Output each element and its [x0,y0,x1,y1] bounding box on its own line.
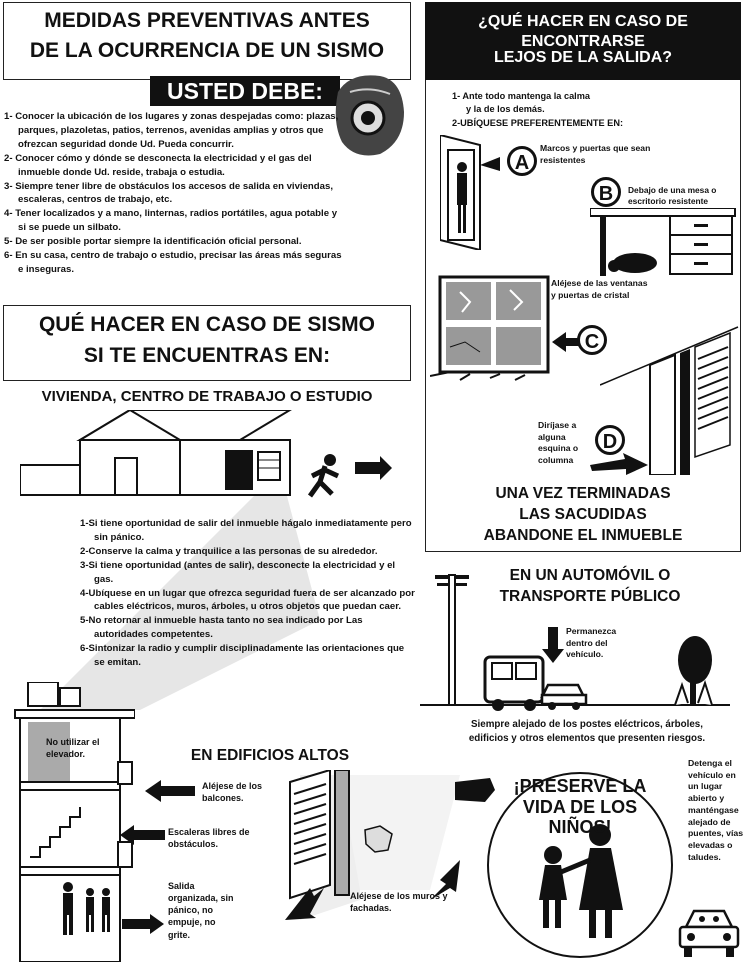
stay-away-line2: edificios y otros elementos que presenten riesgos. [468,733,706,744]
desk-illustration [590,208,740,278]
vehicle-title-line1: EN UN AUTOMÓVIL O [509,567,671,584]
vehicle-title-line2: TRANSPORTE PÚBLICO [499,588,681,605]
preventive-list [4,110,344,277]
list-item: 5- De ser posible portar siempre la identificación oficial personal. [4,236,302,248]
option-b-text: Debajo de una mesa o escritorio resistente [628,185,717,207]
stop-vehicle-text: Detenga el vehículo en un lugar abierto y manténgase alejado de puentes, vías elevadas o taludes. [688,758,744,862]
exit-text: Salida organizada, sin pánico, no empuje, no grite. [168,881,234,940]
arrow-stairs-icon [120,825,165,845]
arrow-c-icon [552,330,580,354]
usted-debe-banner: USTED DEBE: [150,76,340,106]
keep-calm-line1: 1- Ante todo mantenga la calma [452,91,591,101]
after-shaking-line3: ABANDONE EL INMUEBLE [483,527,683,544]
list-item: 1- Conocer la ubicación de los lugares y zonas despejadas como: plazas, parques, plazoletas, patios, terrenos, avenidas amplias y otros que ofrezcan seguridad donde Ud. Pueda concurrir. [4,111,339,150]
tall-building-illustration [10,682,135,962]
home-work-subtitle: VIVIENDA, CENTRO DE TRABAJO O ESTUDIO [41,388,373,405]
option-a-badge: A [507,146,537,176]
what-to-do-title-line1: QUÉ HACER EN CASO DE SISMO [38,313,376,336]
arrow-balconies-icon [145,780,195,802]
list-item: 4-Ubíquese en un lugar que ofrezca seguridad fuera de ser alcanzado por cables eléctricos, muros, árboles, u otros objetos que puedan caer. [80,587,415,613]
car-front-icon [676,905,742,960]
list-item: 4- Tener localizados y a mano, linternas, radios portátiles, agua potable y si se puede un silbato. [4,208,338,234]
list-item: 2- Conocer cómo y dónde se desconecta la electricidad y el gas del inmueble donde Ud. reside, trabaja o estudia. [4,152,312,178]
list-item: 5-No retornar al inmueble hasta tanto no sea indicado por Las autoridades competentes. [80,615,363,641]
option-c-badge: C [577,325,607,355]
tall-buildings-title: EN EDIFICIOS ALTOS [190,747,350,764]
stay-inside-text: Permanezca dentro del vehículo. [566,626,617,660]
stay-away-line1: Siempre alejado de los postes eléctricos, árboles, [471,719,703,730]
place-yourself-line: 2-UBÍQUESE PREFERENTEMENTE EN: [452,118,624,128]
what-to-do-title-line2: SI TE ENCUENTRAS EN: [83,344,331,367]
preventive-title-line1: MEDIDAS PREVENTIVAS ANTES [44,9,370,32]
no-elevator-text: No utilizar el elevador. [46,737,100,760]
keep-calm-line2: y la de los demás. [466,104,545,114]
walls-text: Aléjese de los muros y fachadas. [350,891,448,914]
far-from-exit-title-line1: ¿QUÉ HACER EN CASO DE ENCONTRARSE [478,13,688,50]
after-shaking-line1: UNA VEZ TERMINADAS [495,485,671,502]
preserve-children-slogan: ¡PRESERVE LA VIDA DE LOS NIÑOS! [513,776,647,838]
list-item: 1-Si tiene oportunidad de salir del inmueble hágalo inmediatamente pero sin pánico. [80,518,412,543]
balconies-text: Aléjese de los balcones. [202,781,263,804]
stairs-text: Escaleras libres de obstáculos. [168,827,250,850]
list-item: 3- Siempre tener libre de obstáculos los accesos de salida en viviendas, escaleras, centros de trabajo, etc. [4,180,333,206]
arrow-d-icon [590,445,650,475]
list-item: 2-Conserve la calma y tranquilice a las personas de su alrededor. [80,545,378,557]
home-list [80,517,415,670]
after-shaking-line2: LAS SACUDIDAS [519,506,647,523]
option-c-text: Aléjese de las ventanas y puertas de cristal [551,278,648,300]
option-b-badge: B [591,177,621,207]
arrow-exit-icon [122,914,164,934]
list-item: 6- En su casa, centro de trabajo o estudio, precisar las áreas más seguras e inseguras. [4,250,342,275]
door-frame-illustration [440,135,510,250]
list-item: 6-Sintonizar la radio y cumplir disciplinadamente las orientaciones que se emitan. [80,643,405,669]
option-a-text: Marcos y puertas que sean resistentes [540,143,651,165]
option-d-text: Diríjase a alguna esquina o columna [538,420,579,465]
far-from-exit-title-line2: LEJOS DE LA SALIDA? [493,49,673,66]
windows-illustration [430,272,550,384]
list-item: 3-Si tiene oportunidad (antes de salir), desconecte la electricidad y el gas. [80,559,396,585]
option-d-badge: D [595,425,625,455]
preventive-title-line2: DE LA OCURRENCIA DE UN SISMO [29,39,385,62]
